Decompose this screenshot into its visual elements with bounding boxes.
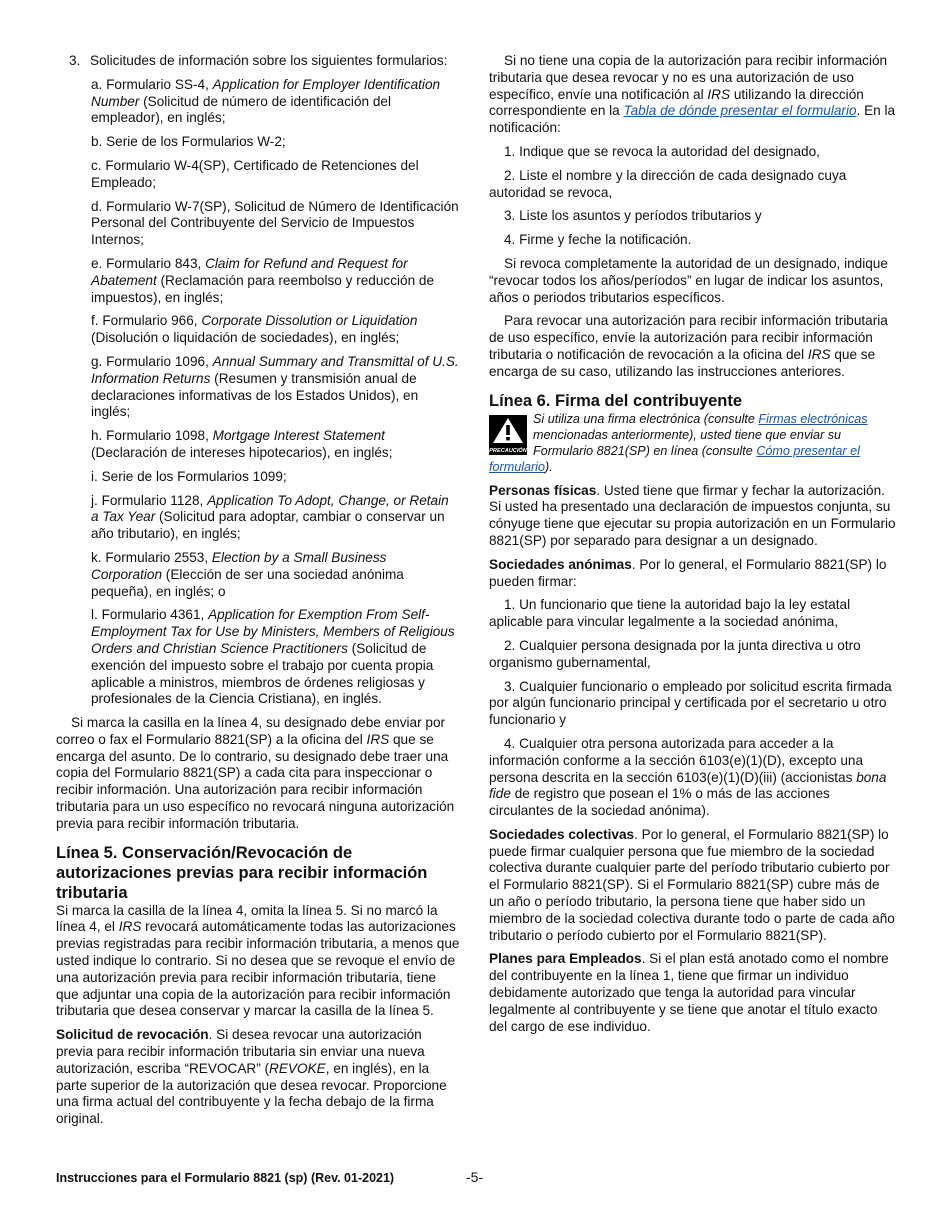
paragraph-line5: Si marca la casilla de la línea 4, omita la línea 5. Si no marcó la línea 4, el IRS revocará automáticamente todas las autorizaciones previas registradas para recibir información tributaria, a menos que usted indique lo contrario. Si no desea que se revoque el envío de una autorización previa para recibir información tributaria, tiene que adjuntar una copia de la autorización para recibir información tributaria que desea conservar y marcar la casilla de la línea 5. (56, 902, 460, 1019)
paragraph-specific-use: Para revocar una autorización para recibir información tributaria de uso específico, envíe la autorización para recibir información tributaria o notificación de revocación a la oficina del IRS que se encarga de su caso, utilizando las instrucciones anteriores. (489, 313, 888, 379)
form-subitem: e. Formulario 843, Claim for Refund and Request for Abatement (Reclamación para reembolso y reducción de impuestos), en inglés; (91, 255, 435, 305)
notice-item: 2. Liste el nombre y la dirección de cada designado cuya autoridad se revoca, (489, 167, 847, 200)
heading-line5: Línea 5. Conservación/Revocación de autorizaciones previas para recibir información tributaria (56, 843, 428, 902)
paragraph-corporations: Sociedades anónimas. Por lo general, el Formulario 8821(SP) lo pueden firmar: (489, 556, 887, 589)
notice-list (489, 144, 897, 249)
paragraph-individuals: Personas físicas. Usted tiene que firmar y fechar la autorización. Si usted ha presentado una declaración de impuestos conjunta, su cónyuge tiene que ejecutar su propia autorización en un Formulario 8821(SP) por separado para designar a un designado. (489, 482, 896, 548)
paragraph-no-copy: Si no tiene una copia de la autorización para recibir información tributaria que desea revocar y no es una autorización de uso específico, envíe una notificación al IRS utilizando la dirección correspondiente en la Tabla de dónde presentar el formulario. En la notificación: (489, 53, 896, 136)
item-text: Solicitudes de información sobre los siguientes formularios: (90, 53, 448, 68)
heading-line6: Línea 6. Firma del contribuyente (489, 391, 743, 410)
paragraph-employee-plans: Planes para Empleados. Si el plan está anotado como el nombre del contribuyente en la línea 1, tiene que firmar un individuo debidamente autorizado que tenga la autoridad para vincular legalmente al contribuyente y se tiene que anotar el título exacto del cargo de ese individuo. (489, 951, 889, 1034)
page-footer (56, 1170, 896, 1187)
paragraph-partnerships: Sociedades colectivas. Por lo general, el Formulario 8821(SP) lo puede firmar cualquier persona que fue miembro de la sociedad colectiva durante cualquier parte del período tributario cubierto por el Formulario 8821(SP). Si el Formulario 8821(SP) cubre más de un año o período tributario, la persona tiene que haber sido un miembro de la sociedad colectiva durante todo o parte de cada año tributario o período cubierto por el Formulario 8821(SP). (489, 826, 895, 943)
form-subitem: a. Formulario SS-4, Application for Employer Identification Number (Solicitud de número de identificación del empleador), en inglés; (91, 76, 441, 126)
form-subitem: c. Formulario W-4(SP), Certificado de Retenciones del Empleado; (91, 157, 419, 190)
form-subitem: b. Serie de los Formularios W-2; (91, 134, 286, 150)
corporation-signer-item: 3. Cualquier funcionario o empleado por solicitud escrita firmada por algún funcionario principal y certificada por el secretario u otro funcionario y (489, 678, 892, 728)
caution-note: PRECAUCIÓN Si utiliza una firma electrónica (consulte Firmas electrónicas mencionadas anteriormente), usted tiene que enviar su Formulario 8821(SP) en línea (consulte Cómo presentar el formulario). (489, 411, 868, 474)
form-subitem: i. Serie de los Formularios 1099; (91, 468, 287, 484)
caution-icon (489, 415, 527, 455)
footer-title: Instrucciones para el Formulario 8821 (sp) (Rev. 01-2021) (56, 1171, 395, 1185)
where-to-file-link[interactable]: Tabla de dónde presentar el formulario (623, 103, 857, 119)
right-column (489, 53, 897, 1042)
caution-label: PRECAUCIÓN (489, 447, 527, 454)
notice-item: 1. Indique que se revoca la autoridad del designado, (504, 143, 820, 159)
form-sublist (56, 77, 460, 708)
form-subitem: h. Formulario 1098, Mortgage Interest Statement (Declaración de intereses hipotecarios), en inglés; (91, 428, 393, 460)
form-subitem: f. Formulario 966, Corporate Dissolution or Liquidation (Disolución o liquidación de sociedades), en inglés; (91, 313, 418, 346)
paragraph-revoke-all: Si revoca completamente la autoridad de un designado, indique “revocar todos los años/períodos” en lugar de indicar los asuntos, años o periodos tributarios específicos. (489, 255, 888, 305)
electronic-signatures-link[interactable]: Firmas electrónicas (758, 411, 868, 426)
form-subitem: j. Formulario 1128, Application To Adopt, Change, or Retain a Tax Year (Solicitud para adoptar, cambiar o conservar un año tributario), en inglés; (91, 492, 449, 542)
corporation-signer-item: 2. Cualquier persona designada por la junta directiva u otro organismo gubernamental, (489, 637, 861, 670)
form-subitem: l. Formulario 4361, Application for Exemption From Self-Employment Tax for Use by Ministers, Members of Religious Orders and Christian Science Practitioners (Solicitud de exención del impuesto sobre el trabajo por cuenta propia aplicable a ministros, miembros de órdenes religiosas y profesionales de la Ciencia Cristiana), en inglés. (91, 607, 455, 707)
paragraph-line4: Si marca la casilla en la línea 4, su designado debe enviar por correo o fax el Formulario 8821(SP) a la oficina del IRS que se encarga del asunto. De lo contrario, su designado debe traer una copia del Formulario 8821(SP) a cada cita para inspeccionar o recibir información. Una autorización para recibir información tributaria para un uso específico no revocará ninguna autorización previa para recibir información tributaria. (56, 715, 455, 831)
corporation-signer-list (489, 597, 897, 820)
left-column (56, 53, 460, 1135)
form-subitem: k. Formulario 2553, Election by a Small Business Corporation (Elección de ser una sociedad anónima pequeña), en inglés; o (91, 549, 404, 599)
corporation-signer-item: 1. Un funcionario que tiene la autoridad bajo la ley estatal aplicable para vincular legalmente a la sociedad anónima, (489, 597, 851, 630)
notice-item: 4. Firme y feche la notificación. (504, 232, 692, 248)
how-to-file-link[interactable]: Cómo presentar el formulario (489, 443, 860, 474)
corporation-signer-item: 4. Cualquier otra persona autorizada para acceder a la información conforme a la sección 6103(e)(1)(D), excepto una persona descrita en la sección 6103(e)(1)(D)(iii) (accionistas bona fide de registro que posean el 1% o más de las acciones circulantes de la sociedad anónima). (489, 735, 887, 819)
list-item-3 (56, 53, 460, 70)
page-number: -5- (466, 1169, 484, 1185)
form-subitem: g. Formulario 1096, Annual Summary and Transmittal of U.S. Information Returns (Resumen y transmisión anual de declaraciones informativas de los Estados Unidos), en inglés; (91, 353, 459, 420)
notice-item: 3. Liste los asuntos y períodos tributarios y (504, 208, 762, 224)
form-subitem: d. Formulario W-7(SP), Solicitud de Número de Identificación Personal del Contribuyente del Servicio de Impuestos Internos; (91, 198, 459, 248)
item-number: 3. (69, 53, 81, 68)
paragraph-revocation: Solicitud de revocación. Si desea revocar una autorización previa para recibir información tributaria sin enviar una nueva autorización, escriba “REVOCAR” (REVOKE, en inglés), en la parte superior de la autorización que desea revocar. Proporcione una firma actual del contribuyente y la fecha debajo de la firma original. (56, 1027, 447, 1127)
